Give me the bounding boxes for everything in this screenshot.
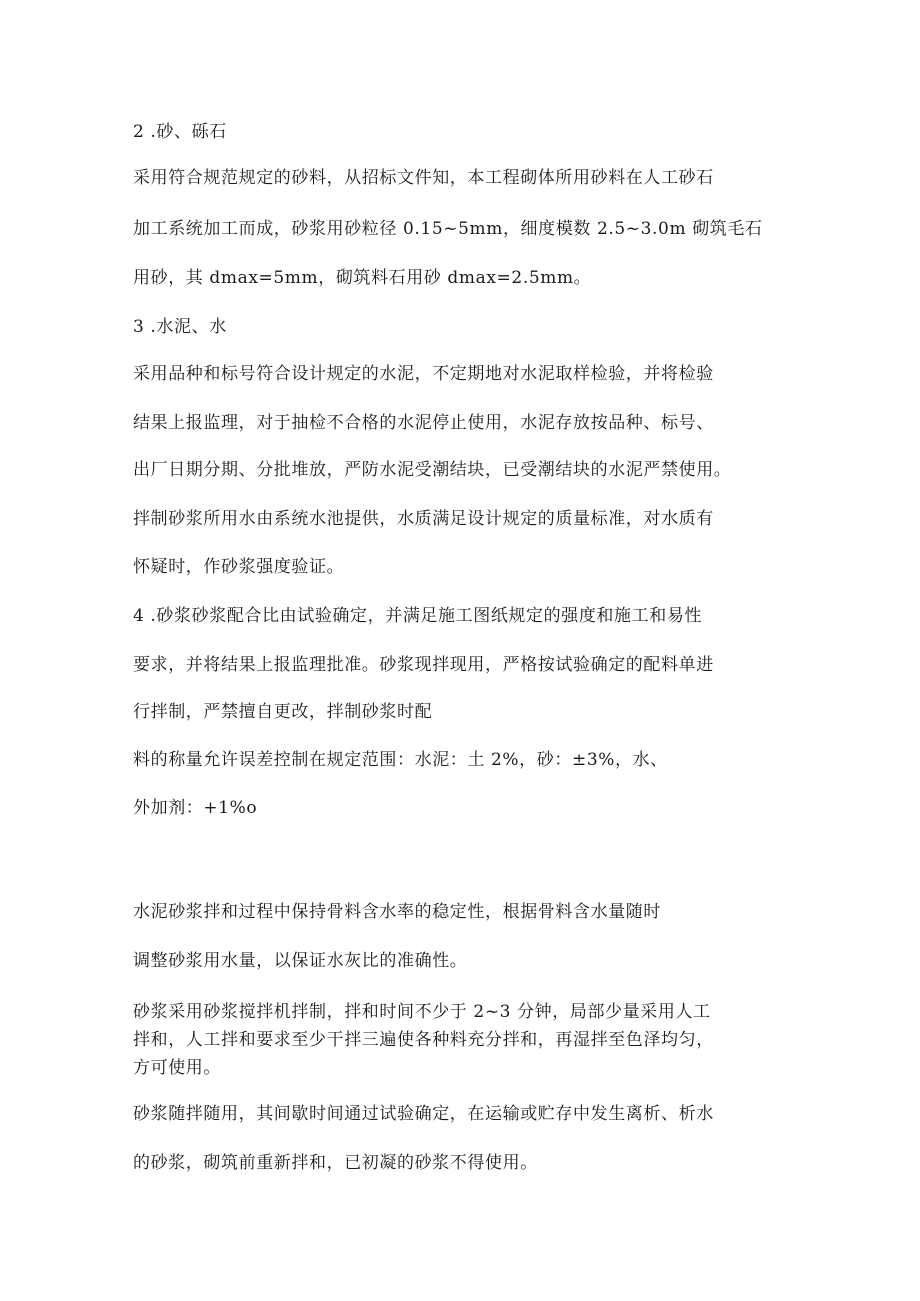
paragraph-line: 砂浆随拌随用，其间歇时间通过试验确定，在运输或贮存中发生离析、析水 bbox=[133, 1104, 714, 1124]
heading-cement-water: 3 .水泥、水 bbox=[133, 317, 227, 337]
paragraph-line: 的砂浆，砌筑前重新拌和，已初凝的砂浆不得使用。 bbox=[133, 1153, 538, 1173]
paragraph-line: 用砂，其 dmax=5mm，砌筑料石用砂 dmax=2.5mm。 bbox=[133, 268, 592, 288]
paragraph-line: 调整砂浆用水量，以保证水灰比的准确性。 bbox=[133, 951, 468, 971]
heading-sand-gravel: 2 .砂、砾石 bbox=[133, 122, 227, 142]
paragraph-line: 料的称量允许误差控制在规定范围：水泥：土 2%，砂：±3%，水、 bbox=[133, 750, 668, 770]
paragraph-line: 出厂日期分期、分批堆放，严防水泥受潮结块，已受潮结块的水泥严禁使用。 bbox=[133, 460, 732, 480]
paragraph-line: 水泥砂浆拌和过程中保持骨料含水率的稳定性，根据骨料含水量随时 bbox=[133, 902, 661, 922]
paragraph-line: 砂浆采用砂浆搅拌机拌制，拌和时间不少于 2~3 分钟，局部少量采用人工 bbox=[133, 1002, 711, 1022]
paragraph-line: 行拌制，严禁擅自更改，拌制砂浆时配 bbox=[133, 702, 433, 722]
paragraph-line: 采用品种和标号符合设计规定的水泥，不定期地对水泥取样检验，并将检验 bbox=[133, 364, 714, 384]
paragraph-line: 加工系统加工而成，砂浆用砂粒径 0.15~5mm，细度模数 2.5~3.0m 砌筑毛石 bbox=[133, 219, 763, 239]
paragraph-line: 结果上报监理，对于抽检不合格的水泥停止使用，水泥存放按品种、标号、 bbox=[133, 413, 714, 433]
paragraph-line: 拌和，人工拌和要求至少干拌三遍使各种料充分拌和，再湿拌至色泽均匀， bbox=[133, 1030, 714, 1050]
paragraph-line: 要求，并将结果上报监理批准。砂浆现拌现用，严格按试验确定的配料单进 bbox=[133, 655, 714, 675]
paragraph-line: 外加剂：+1%o bbox=[133, 798, 258, 818]
paragraph-line: 怀疑时，作砂浆强度验证。 bbox=[133, 557, 345, 577]
paragraph-line: 拌制砂浆所用水由系统水池提供，水质满足设计规定的质量标准，对水质有 bbox=[133, 509, 714, 529]
paragraph-line: 采用符合规范规定的砂料，从招标文件知，本工程砌体所用砂料在人工砂石 bbox=[133, 168, 714, 188]
paragraph-line: 方可使用。 bbox=[133, 1058, 221, 1078]
heading-mortar: 4 .砂浆砂浆配合比由试验确定，并满足施工图纸规定的强度和施工和易性 bbox=[133, 606, 703, 626]
